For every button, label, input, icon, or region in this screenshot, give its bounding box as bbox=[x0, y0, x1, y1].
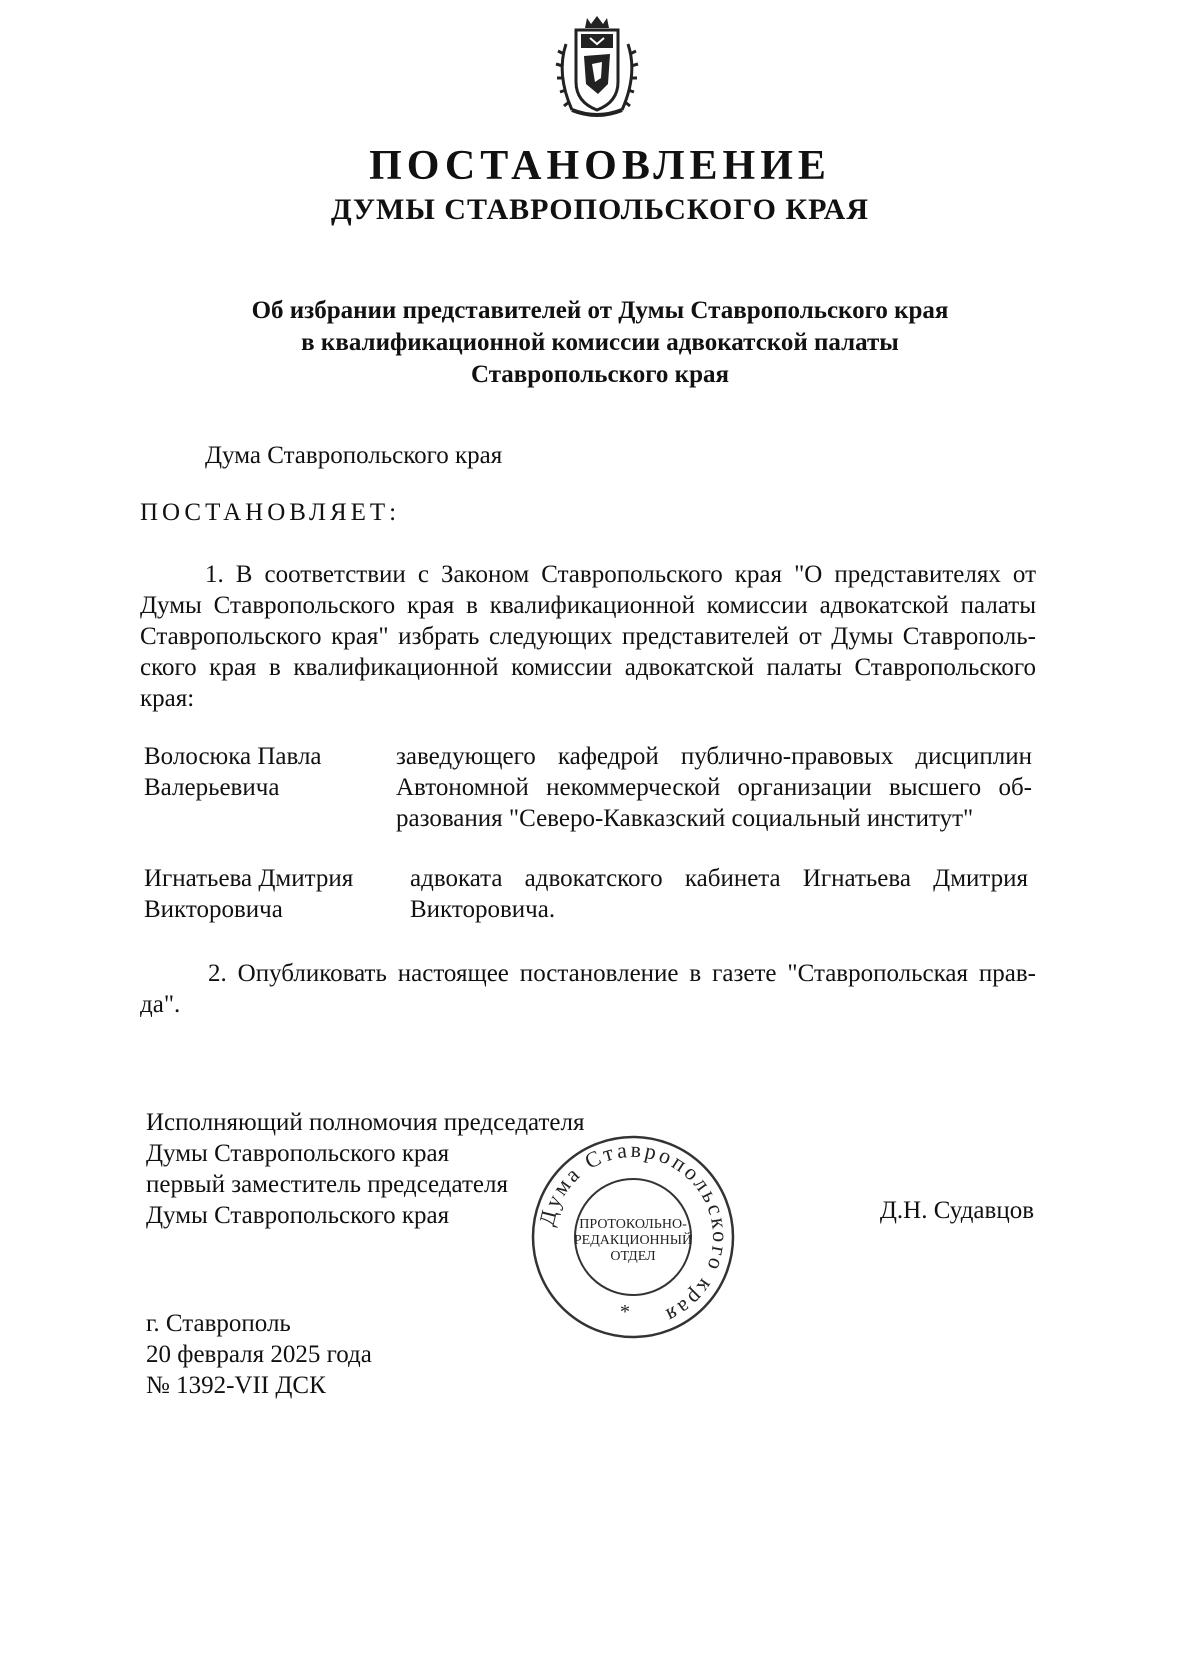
appointee-position: адвоката адвокатского кабинета Игнатьева Дмитрия Викторовича. bbox=[410, 865, 1028, 923]
seal-center-text: ПРОТОКОЛЬНО- bbox=[579, 1217, 687, 1232]
signature-title-line: первый заместитель председателя bbox=[146, 1171, 508, 1198]
subject-line: Об избрании представителей от Думы Ставропольского края bbox=[251, 297, 949, 324]
paragraph-item-1: 1. В соответствии с Законом Ставропольского края "О представителях от Думы Ставропольского края в квалификационной комиссии адвокатской палаты Ставропольского края" избрать следующих представителей от Думы Ставрополь-ского края в квалификационной комиссии адвокатской палаты Ставропольского края: bbox=[140, 561, 1036, 712]
coat-of-arms-emblem bbox=[554, 14, 640, 118]
seal-center-text: ОТДЕЛ bbox=[610, 1249, 656, 1264]
signer-name: Д.Н. Судавцов bbox=[879, 1197, 1034, 1224]
seal-star-mark: * bbox=[620, 1301, 630, 1323]
footer-number: № 1392-VII ДСК bbox=[146, 1372, 326, 1399]
seal-ring-text: Дума Ставропольского края bbox=[533, 1136, 734, 1330]
footer-date: 20 февраля 2025 года bbox=[146, 1341, 372, 1368]
subject-line: в квалификационной комиссии адвокатской палаты bbox=[301, 329, 899, 356]
appointee-name: Волосюка Павла Валерьевича bbox=[144, 743, 322, 801]
signature-title-line: Думы Ставропольского края bbox=[146, 1140, 450, 1167]
document-subject bbox=[140, 295, 1060, 391]
official-seal bbox=[528, 1132, 738, 1342]
footer-city: г. Ставрополь bbox=[146, 1310, 291, 1337]
resolves-heading: ПОСТАНОВЛЯЕТ: bbox=[140, 499, 401, 526]
signature-title-line: Думы Ставропольского края bbox=[146, 1202, 450, 1229]
intro-line: Дума Ставропольского края bbox=[205, 442, 503, 469]
appointee-position: заведующего кафедрой публично-правовых дисциплин Автономной некоммерческой организации высшего об-разования "Северо-Кавказский социальный институт" bbox=[396, 743, 1032, 832]
subject-line: Ставропольского края bbox=[470, 361, 730, 388]
seal-center-text: РЕДАКЦИОННЫЙ bbox=[573, 1233, 693, 1248]
document-issuer: ДУМЫ СТАВРОПОЛЬСКОГО КРАЯ bbox=[330, 193, 869, 226]
signature-title-line: Исполняющий полномочия председателя bbox=[146, 1109, 585, 1136]
document-type-title: ПОСТАНОВЛЕНИЕ bbox=[369, 143, 831, 189]
paragraph-item-2: 2. Опубликовать настоящее постановление в газете "Ставропольская прав-да". bbox=[140, 960, 1036, 1018]
appointee-name: Игнатьева Дмитрия Викторовича bbox=[144, 865, 354, 923]
